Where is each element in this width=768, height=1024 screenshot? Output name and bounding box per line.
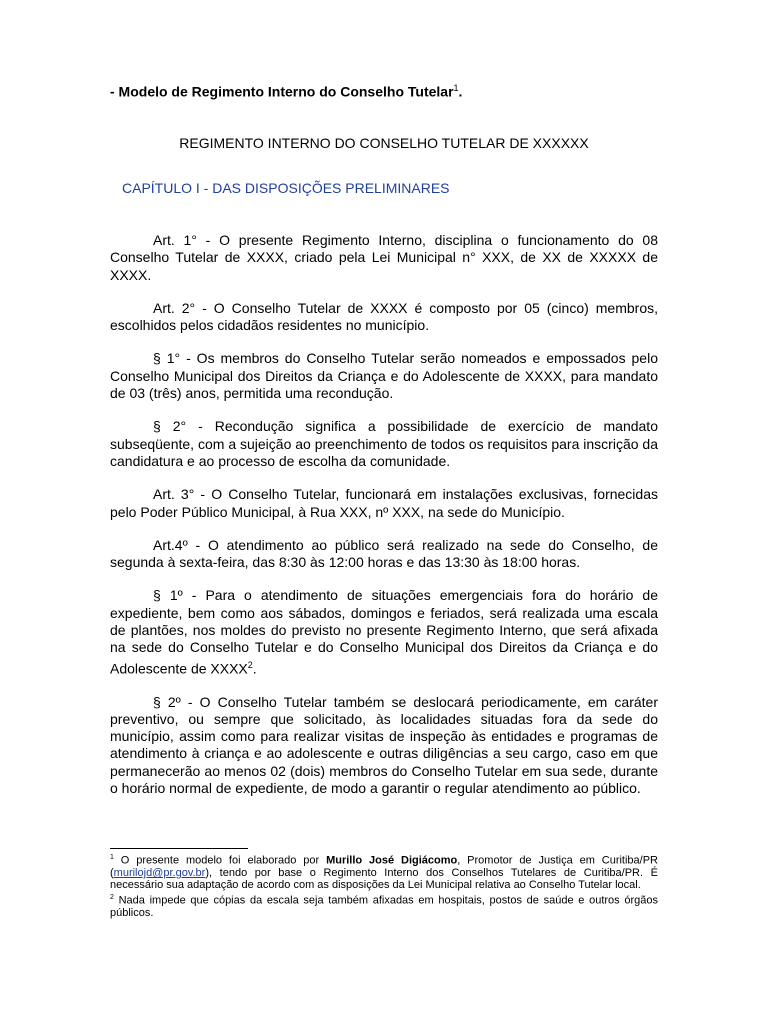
paragraph-art3: Art. 3° - O Conselho Tutelar, funcionará em instalações exclusivas, fornecidas pelo Poder Público Municipal, à Rua XXX, nº XXX, na sede do Município.	[110, 486, 658, 520]
heading-text: - Modelo de Regimento Interno do Conselho Tutelar	[110, 83, 454, 100]
paragraph-art4-par1-text: § 1º - Para o atendimento de situações emergenciais fora do horário de expediente, bem como aos sábados, domingos e feriados, será realizada uma escala de plantões, nos moldes do previsto no presente Regimento Interno, que será afixada na sede do Conselho Tutelar e do Conselho Municipal dos Direitos da Criança e do Adolescente de XXXX	[110, 587, 658, 677]
paragraph-art1: Art. 1° - O presente Regimento Interno, disciplina o funcionamento do 08 Conselho Tutelar de XXXX, criado pela Lei Municipal n° XXX, de XX de XXXXX de XXXX.	[110, 232, 658, 283]
footnote-2	[110, 892, 658, 919]
footnote-1-text-a: O presente modelo foi elaborado por	[113, 854, 327, 867]
footnote-1-text-b: , Promotor de Justiça em Curitiba/PR (	[110, 854, 659, 880]
paragraph-art4-par2: § 2º - O Conselho Tutelar também se deslocará periodicamente, em caráter preventivo, ou sempre que solicitado, às localidades situadas fora da sede do município, assim como para realizar visitas de inspeção às entidades e programas de atendimento à criança e ao adolescente e outras diligências a seu cargo, caso em que permanecerão ao menos 02 (dois) membros do Conselho Tutelar em sua sede, durante o horário normal de expediente, de modo a garantir o regular atendimento ao público.	[110, 693, 658, 797]
chapter-heading: CAPÍTULO I - DAS DISPOSIÇÕES PRELIMINARES	[122, 180, 450, 196]
footnote-2-mark: 2	[110, 893, 114, 901]
paragraph-art2-par2: § 2° - Recondução significa a possibilidade de exercício de mandato subseqüente, com a sujeição ao preenchimento de todos os requisitos para inscrição da candidatura e ao processo de escolha da comunidade.	[110, 418, 658, 469]
footnote-author: Murillo José Digiácomo	[326, 854, 458, 867]
paragraph-art4-par1	[110, 587, 658, 677]
footnote-1-text-c: ), tendo por base o Regimento Interno dos Conselhos Tutelares de Curitiba/PR. É necessário sua adaptação de acordo com as disposições da Lei Municipal relativa ao Conselho Tutelar local.	[110, 867, 658, 892]
footnote-separator	[110, 848, 248, 849]
paragraph-art2: Art. 2° - O Conselho Tutelar de XXXX é composto por 05 (cinco) membros, escolhidos pelos cidadãos residentes no município.	[110, 299, 658, 334]
footnote-ref-2[interactable]: 2	[247, 659, 253, 670]
footnote-2-text: Nada impede que cópias da escala seja também afixadas em hospitais, postos de saúde e outros órgãos públicos.	[110, 894, 658, 919]
regimento-title: REGIMENTO INTERNO DO CONSELHO TUTELAR DE XXXXXX	[179, 135, 589, 151]
footnote-1	[110, 852, 658, 892]
footnote-ref-1[interactable]: 1	[453, 83, 459, 93]
paragraph-art2-par1: § 1° - Os membros do Conselho Tutelar serão nomeados e empossados pelo Conselho Municipal dos Direitos da Criança e do Adolescente de XXXX, para mandato de 03 (três) anos, permitida uma recondução.	[110, 350, 658, 402]
footnote-1-mark: 1	[110, 854, 114, 861]
footnotes	[110, 852, 658, 919]
paragraph-art4: Art.4º - O atendimento ao público será realizado na sede do Conselho, de segunda à sexta-feira, das 8:30 às 12:00 horas e das 13:30 às 18:00 horas.	[110, 536, 658, 571]
document-heading	[110, 83, 462, 100]
document-body	[110, 232, 658, 813]
paragraph-art4-par1-end: .	[252, 660, 257, 677]
heading-end: .	[458, 83, 463, 100]
author-email-link[interactable]: murilojd@pr.gov.br	[113, 867, 206, 880]
